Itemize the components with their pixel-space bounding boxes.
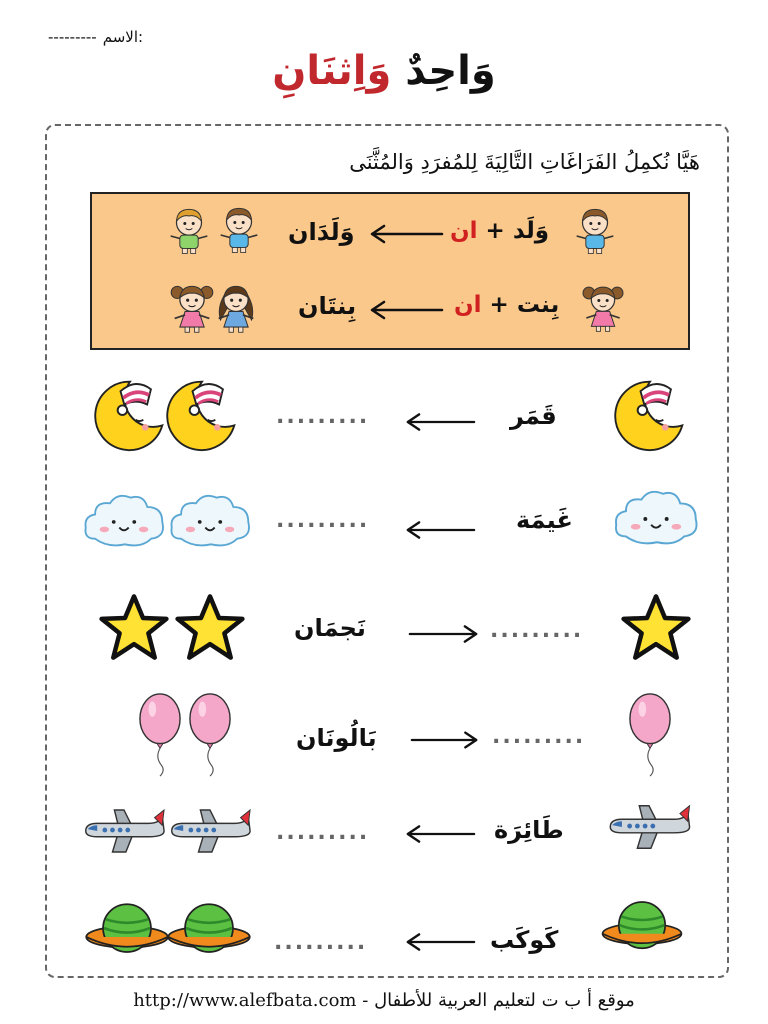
exercise-row-balloon	[0, 690, 768, 780]
answer-blank[interactable]: .........	[276, 820, 370, 845]
footer-url[interactable]: http://www.alefbata.com	[133, 990, 357, 1011]
moon-icon	[164, 376, 240, 452]
planet-icon	[80, 898, 174, 960]
star-icon	[620, 592, 692, 662]
example-row	[92, 280, 692, 340]
girl-icon	[210, 280, 262, 336]
boy-icon	[570, 206, 620, 256]
given-word: غَيمَة	[516, 506, 573, 534]
moon-icon	[92, 376, 168, 452]
given-word: طَائِرَة	[494, 816, 564, 844]
arrow-left-icon	[404, 412, 476, 432]
dual-suffix: ان	[450, 218, 478, 244]
arrow-right-icon	[410, 730, 480, 750]
exercise-row-cloud	[0, 480, 768, 560]
airplane-icon	[604, 798, 692, 856]
name-field	[48, 28, 143, 46]
cloud-icon	[168, 490, 252, 552]
arrow-left-icon	[404, 520, 476, 540]
example-singular: وَلَد	[512, 218, 550, 244]
exercise-row-moon	[0, 370, 768, 460]
arrow-left-icon	[368, 300, 444, 320]
plus-sign: +	[485, 218, 505, 244]
footer-separator: -	[362, 990, 369, 1011]
planet-icon	[162, 898, 256, 960]
exercise-row-star	[0, 588, 768, 668]
star-icon	[174, 592, 246, 662]
arrow-left-icon	[368, 224, 444, 244]
moon-icon	[612, 376, 688, 452]
exercise-row-airplane	[0, 796, 768, 868]
name-label: الاسم:	[102, 28, 144, 46]
example-row	[92, 202, 692, 262]
balloon-icon	[136, 692, 184, 778]
name-blank: ---------	[48, 28, 97, 46]
title-dual: وَاِثنَانِ	[272, 48, 392, 94]
example-box	[90, 192, 690, 350]
cloud-icon	[82, 490, 166, 552]
answer-blank[interactable]: .........	[276, 508, 370, 533]
dual-suffix: ان	[454, 292, 482, 318]
given-word: بَالُونَان	[296, 724, 377, 752]
arrow-left-icon	[404, 932, 476, 952]
airplane-icon	[80, 802, 166, 860]
girl-icon	[578, 280, 628, 336]
given-word: قَمَر	[510, 402, 557, 430]
boy-icon	[164, 206, 214, 256]
footer-site-name: موقع أ ب ت لتعليم العربية للأطفال	[374, 990, 635, 1011]
title-singular: وَاحِدٌ	[405, 48, 496, 94]
cloud-icon	[612, 486, 700, 550]
footer	[0, 990, 768, 1011]
answer-blank[interactable]: .........	[274, 930, 368, 955]
instruction-text: هَيَّا نُكمِلُ الفَرَاغَاتِ التَّالِيَةَ لِلمُفرَدِ وَالمُثَّنَى	[349, 150, 700, 174]
example-singular: بِنت	[516, 292, 560, 318]
arrow-left-icon	[404, 824, 476, 844]
star-icon	[98, 592, 170, 662]
planet-icon	[596, 896, 688, 956]
arrow-right-icon	[408, 624, 480, 644]
example-dual-word: وَلَدَان	[288, 218, 355, 246]
given-word: نَجمَان	[294, 614, 366, 642]
balloon-icon	[186, 692, 234, 778]
answer-blank[interactable]: .........	[276, 404, 370, 429]
airplane-icon	[166, 802, 252, 860]
answer-blank[interactable]: .........	[492, 724, 586, 749]
page-title	[0, 48, 768, 94]
example-dual-word: بِنتَان	[298, 292, 357, 320]
boy-icon	[214, 204, 264, 256]
example-equation	[450, 218, 549, 244]
balloon-icon	[626, 692, 674, 778]
answer-blank[interactable]: .........	[490, 618, 584, 643]
given-word: كَوكَب	[490, 926, 559, 954]
exercise-row-planet	[0, 894, 768, 964]
example-equation	[454, 292, 559, 318]
plus-sign: +	[489, 292, 509, 318]
